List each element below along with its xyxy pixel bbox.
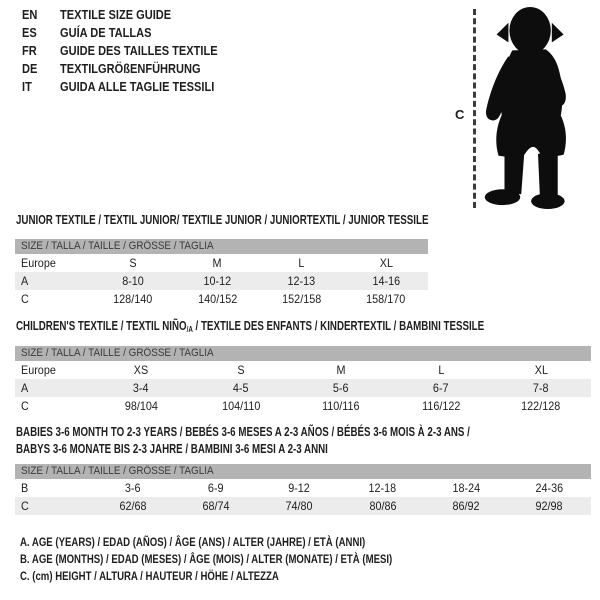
language-title: GUIDE DES TAILLES TEXTILE: [60, 43, 218, 58]
size-cell: 10-12: [203, 274, 232, 288]
size-cell: 4-5: [233, 381, 249, 395]
footnote-c: C. (cm) HEIGHT / ALTURA / HAUTEUR / HÖHE / ALTEZZA: [20, 569, 279, 583]
size-cell: 68/74: [202, 499, 230, 513]
children-heading-post: / TEXTILE DES ENFANTS / KINDERTEXTIL / BAMBINI TESSILE: [192, 319, 485, 333]
size-cell: M: [336, 363, 346, 377]
size-cell: 122/128: [521, 399, 561, 413]
table-row: [15, 254, 428, 272]
footnote-a: A. AGE (YEARS) / EDAD (AÑOS) / ÂGE (ANS) / ALTER (JAHRE) / ETÀ (ANNI): [20, 535, 366, 549]
table-row: [15, 361, 591, 379]
size-header-label: SIZE / TALLA / TAILLE / GRÖSSE / TAGLIA: [21, 240, 214, 252]
row-label: A: [21, 274, 29, 288]
junior-size-table: [15, 239, 428, 308]
language-title: GUÍA DE TALLAS: [60, 25, 152, 40]
size-cell: 24-36: [535, 481, 564, 495]
dimension-label-c: C: [455, 107, 465, 122]
babies-heading-line1: BABIES 3-6 MONTH TO 2-3 YEARS / BEBÉS 3-6 MESES A 2-3 AÑOS / BÉBÉS 3-6 MOIS À 2-3 ANS /: [16, 425, 470, 439]
height-dimension-line: [473, 9, 476, 208]
size-cell: 128/140: [113, 292, 153, 306]
language-row: [22, 42, 245, 60]
footnote-b: B. AGE (MONTHS) / EDAD (MESES) / ÂGE (MOIS) / ALTER (MONATE) / ETÀ (MESI): [20, 552, 393, 566]
language-code: FR: [22, 43, 37, 58]
table-row: [15, 272, 428, 290]
size-cell: S: [237, 363, 245, 377]
babies-size-table: [15, 464, 591, 515]
size-cell: 116/122: [421, 399, 461, 413]
size-cell: 6-7: [433, 381, 449, 395]
size-cell: 12-13: [287, 274, 316, 288]
table-row: [15, 379, 591, 397]
row-label: A: [21, 381, 29, 395]
babies-heading-line2: BABYS 3-6 MONATE BIS 2-3 JAHRE / BAMBINI 3-6 MESI A 2-3 ANNI: [16, 442, 328, 456]
babies-section-heading: [16, 424, 470, 458]
size-cell: M: [212, 256, 222, 270]
language-row: [22, 78, 245, 96]
size-cell: 158/170: [366, 292, 406, 306]
size-cell: 104/110: [221, 399, 261, 413]
size-cell: 62/68: [119, 499, 147, 513]
language-legend: [22, 6, 245, 96]
size-cell: 18-24: [452, 481, 480, 495]
children-heading-sub: /A: [186, 325, 193, 334]
size-cell: 140/152: [197, 292, 237, 306]
size-cell: L: [437, 363, 445, 377]
junior-heading-text: JUNIOR TEXTILE / TEXTIL JUNIOR/ TEXTILE JUNIOR / JUNIORTEXTIL / JUNIOR TESSILE: [16, 213, 429, 227]
size-cell: 86/92: [452, 499, 480, 513]
language-title: TEXTILGRÖßENFÜHRUNG: [60, 61, 201, 76]
table-header-bar: [15, 346, 591, 361]
row-label: C: [21, 292, 29, 306]
size-cell: 74/80: [285, 499, 313, 513]
language-title: GUIDA ALLE TAGLIE TESSILI: [60, 79, 215, 94]
row-label: C: [21, 399, 29, 413]
language-row: [22, 6, 245, 24]
junior-section-heading: [16, 212, 428, 229]
language-code: EN: [22, 7, 38, 22]
size-cell: 92/98: [535, 499, 563, 513]
language-code: DE: [22, 61, 38, 76]
table-header-bar: [15, 239, 428, 254]
size-cell: 7-8: [533, 381, 549, 395]
table-header-bar: [15, 464, 591, 479]
size-cell: L: [298, 256, 305, 270]
toddler-silhouette: [478, 3, 598, 210]
size-cell: 152/158: [282, 292, 322, 306]
size-header-label: SIZE / TALLA / TAILLE / GRÖSSE / TAGLIA: [21, 465, 214, 477]
table-row: [15, 479, 591, 497]
size-cell: XL: [534, 363, 548, 377]
row-label: Europe: [21, 363, 56, 377]
size-cell: 80/86: [369, 499, 397, 513]
size-cell: 5-6: [333, 381, 349, 395]
row-label: B: [21, 481, 29, 495]
children-heading-pre: CHILDREN'S TEXTILE / TEXTIL NIÑO: [16, 319, 187, 333]
language-code: ES: [22, 25, 37, 40]
language-title: TEXTILE SIZE GUIDE: [60, 7, 172, 22]
size-cell: XL: [379, 256, 393, 270]
size-cell: 8-10: [122, 274, 144, 288]
size-cell: 14-16: [372, 274, 400, 288]
size-cell: 6-9: [208, 481, 224, 495]
size-header-label: SIZE / TALLA / TAILLE / GRÖSSE / TAGLIA: [21, 347, 214, 359]
children-size-table: [15, 346, 591, 415]
table-row: [15, 397, 591, 415]
size-cell: 110/116: [322, 399, 360, 413]
footnotes: [20, 533, 485, 584]
table-row: [15, 290, 428, 308]
table-row: [15, 497, 591, 515]
size-cell: 9-12: [288, 481, 311, 495]
row-label: Europe: [21, 256, 56, 270]
size-cell: 3-4: [133, 381, 149, 395]
size-cell: XS: [133, 363, 149, 377]
size-cell: S: [129, 256, 137, 270]
language-row: [22, 60, 245, 78]
language-code: IT: [22, 79, 32, 94]
language-row: [22, 24, 245, 42]
size-cell: 98/104: [124, 399, 158, 413]
row-label: C: [21, 499, 29, 513]
size-cell: 12-18: [368, 481, 397, 495]
size-cell: 3-6: [124, 481, 141, 495]
children-section-heading: [16, 318, 484, 338]
